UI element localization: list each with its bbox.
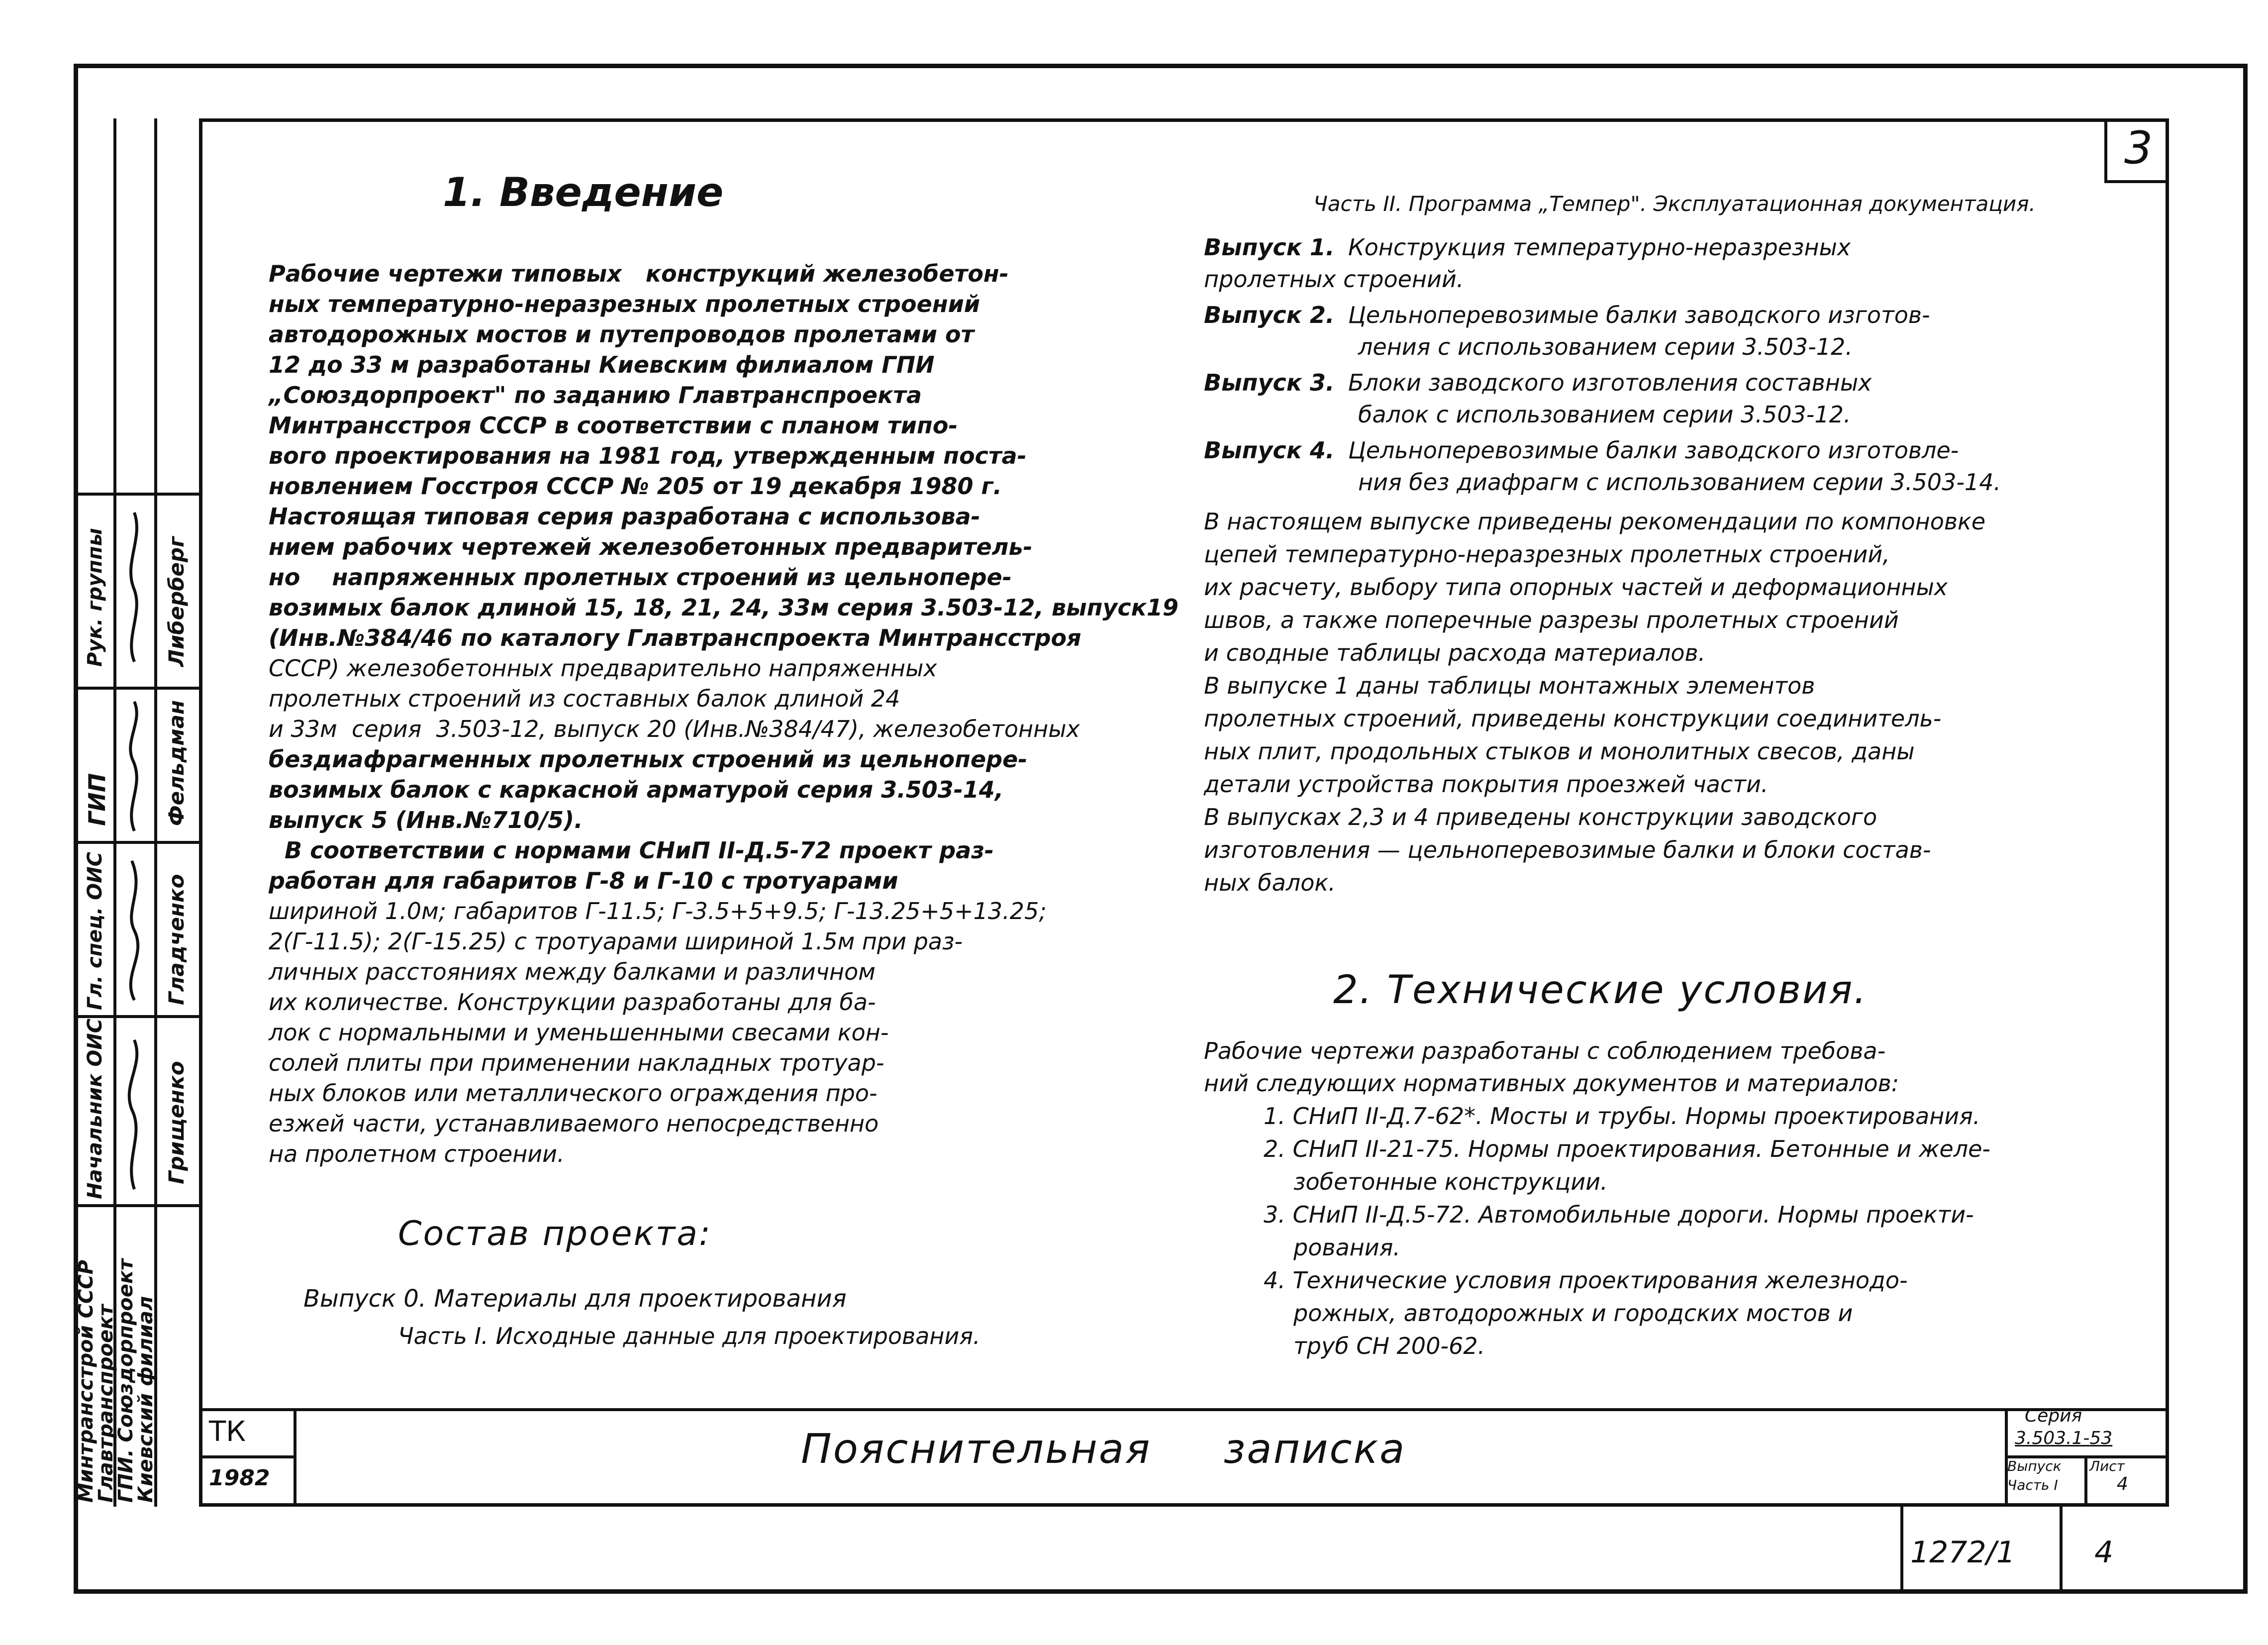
- intro-line: автодорожных мостов и путепроводов пролетами от: [269, 321, 975, 348]
- name-3: Фельдман: [164, 700, 189, 826]
- paragraph-line: ных плит, продольных стыков и монолитных свесов, даны: [1204, 738, 1915, 765]
- intro-line: возимых балок с каркасной арматурой серия 3.503-14,: [269, 776, 1004, 803]
- inv-divider-left: [1900, 1507, 1903, 1594]
- intro-line: „Союздорпроект" по заданию Главтранспроекта: [269, 382, 922, 409]
- paragraph-line: пролетных строений, приведены конструкции соединитель-: [1204, 705, 1942, 732]
- intro-line: пролетных строений из составных балок длиной 24: [269, 685, 900, 712]
- stamp-tk-divider: [199, 1455, 295, 1458]
- composition-heading: Состав проекта:: [398, 1214, 712, 1253]
- intro-line: но напряженных пролетных строений из цельнопере-: [269, 564, 1012, 591]
- stamp-tk: ТК: [209, 1416, 246, 1448]
- paragraph-line: изготовления — цельноперевозимые балки и блоки состав-: [1204, 836, 1931, 863]
- intro-line: выпуск 5 (Инв.№710/5).: [269, 807, 583, 833]
- intro-line: возимых балок длиной 15, 18, 21, 24, 33м серия 3.503-12, выпуск19: [269, 594, 1179, 621]
- intro-line: новлением Госстроя СССР № 205 от 19 декабря 1980 г.: [269, 473, 1002, 500]
- tech-items: [1264, 1100, 1990, 1362]
- side-row-line-5: [74, 493, 200, 496]
- tech-item-line: 4. Технические условия проектирования железнодо-: [1264, 1267, 1908, 1294]
- intro-line: ных температурно-неразрезных пролетных строений: [269, 291, 980, 317]
- signature-2: [119, 856, 149, 1005]
- paragraph-line: детали устройства покрытия проезжей части.: [1204, 771, 1769, 798]
- stamp-title: Пояснительная записка: [801, 1426, 1406, 1473]
- part-header: Часть II. Программа „Темпер". Эксплуатационная документация.: [1313, 192, 2036, 216]
- intro-line: работан для габаритов Г-8 и Г-10 с тротуарами: [269, 867, 898, 894]
- paragraph-line: швов, а также поперечные разрезы пролетных строений: [1204, 607, 1899, 633]
- tech-item-line: 1. СНиП II-Д.7-62*. Мосты и трубы. Нормы проектирования.: [1264, 1103, 1980, 1130]
- issue-label: Выпуск: [2007, 1458, 2062, 1474]
- intro-line: личных расстояниях между балками и различном: [269, 958, 876, 985]
- role-3: ГИП: [84, 773, 110, 826]
- issue-label: Выпуск 3.: [1204, 369, 1335, 396]
- paragraph-line: В настоящем выпуске приведены рекомендации по компоновке: [1204, 508, 1986, 535]
- intro-line: бездиафрагменных пролетных строений из цельнопере-: [269, 746, 1028, 773]
- part-label: Часть I: [2007, 1477, 2058, 1493]
- paragraph-line: ных балок.: [1204, 869, 1336, 896]
- issue-line-1: Блоки заводского изготовления составных: [1348, 369, 1872, 396]
- composition-line-1: Выпуск 0. Материалы для проектирования: [303, 1285, 847, 1313]
- tech-heading: 2. Технические условия.: [1333, 968, 1868, 1013]
- intro-line: шириной 1.0м; габаритов Г-11.5; Г-3.5+5+9.5; Г-13.25+5+13.25;: [269, 898, 1047, 925]
- issue-line-2: пролетных строений.: [1204, 266, 1464, 293]
- tech-item-line: труб СН 200-62.: [1293, 1333, 1485, 1359]
- intro-line: солей плиты при применении накладных тротуар-: [269, 1049, 885, 1076]
- tech-item-line: рожных, автодорожных и городских мостов и: [1293, 1300, 1853, 1327]
- intro-line: В соответствии с нормами СНиП II-Д.5-72 проект раз-: [269, 837, 994, 864]
- org-line-2: Главтранспроект: [95, 1304, 117, 1503]
- paragraph-line: В выпуске 1 даны таблицы монтажных элементов: [1204, 672, 1815, 699]
- series-value: 3.503.1-53: [2015, 1428, 2113, 1448]
- intro-line: Рабочие чертежи типовых конструкций железобетон-: [269, 260, 1009, 287]
- sheet-number: 3: [2124, 122, 2153, 174]
- paragraph-line: и сводные таблицы расхода материалов.: [1204, 639, 1706, 666]
- name-2: Гладченко: [164, 874, 189, 1005]
- role-4: Рук. группы: [84, 528, 106, 667]
- intro-line: езжей части, устанавливаемого непосредственно: [269, 1110, 879, 1137]
- stamp-year: 1982: [209, 1465, 270, 1491]
- series-label: Серия: [2025, 1406, 2082, 1426]
- inv-number: 1272/1: [1910, 1535, 2016, 1570]
- right-paragraph: [1204, 505, 1985, 899]
- org-line-4: Киевский филиал: [134, 1296, 157, 1503]
- tech-item-line: зобетонные конструкции.: [1293, 1168, 1608, 1195]
- issue-label: Выпуск 4.: [1204, 437, 1335, 464]
- org-line-1: Минтрансстрой СССР: [75, 1260, 98, 1503]
- side-row-line-2: [74, 1015, 200, 1018]
- name-1: Грищенко: [164, 1061, 189, 1184]
- signature-3: [119, 697, 149, 836]
- role-1: Начальник ОИС: [84, 1018, 106, 1199]
- intro-line: (Инв.№384/46 по каталогу Главтранспроекта Минтрансстроя: [269, 624, 1082, 651]
- issue-line-2: ния без диафрагм с использованием серии 3.503-14.: [1358, 469, 2001, 496]
- intro-line: Настоящая типовая серия разработана с использова-: [269, 503, 981, 530]
- paragraph-line: цепей температурно-неразрезных пролетных строений,: [1204, 541, 1890, 568]
- side-row-line-3: [74, 841, 200, 844]
- issue-label: Выпуск 2.: [1204, 302, 1335, 328]
- side-row-line-4: [74, 687, 200, 690]
- tech-intro-2: ний следующих нормативных документов и материалов:: [1204, 1070, 1899, 1097]
- page-number: 4: [2094, 1535, 2114, 1570]
- intro-line: нием рабочих чертежей железобетонных предваритель-: [269, 533, 1033, 560]
- tech-item-line: 2. СНиП II-21-75. Нормы проектирования. Бетонные и желе-: [1264, 1135, 1991, 1162]
- intro-line: лок с нормальными и уменьшенными свесами кон-: [269, 1019, 889, 1046]
- paragraph-line: их расчету, выбору типа опорных частей и деформационных: [1204, 574, 1948, 601]
- intro-line: 2(Г-11.5); 2(Г-15.25) с тротуарами шириной 1.5м при раз-: [269, 928, 963, 955]
- composition-line-2: Часть I. Исходные данные для проектирования.: [398, 1323, 981, 1349]
- intro-line: и 33м серия 3.503-12, выпуск 20 (Инв.№384/47), железобетонных: [269, 716, 1080, 742]
- inv-divider-right: [2060, 1507, 2063, 1594]
- issue-label: Выпуск 1.: [1204, 234, 1335, 261]
- stamp-sheet-divider: [2084, 1455, 2087, 1507]
- side-row-line-1: [74, 1204, 200, 1207]
- intro-line: 12 до 33 м разработаны Киевским филиалом ГПИ: [269, 351, 935, 378]
- intro-line: СССР) железобетонных предварительно напряженных: [269, 655, 937, 682]
- name-4: Либерберг: [164, 536, 189, 667]
- issue-line-1: Цельноперевозимые балки заводского изготов-: [1348, 302, 1930, 328]
- sheet-label: Лист: [2089, 1458, 2125, 1474]
- intro-body: [269, 259, 1179, 1169]
- tech-item-line: 3. СНиП II-Д.5-72. Автомобильные дороги. Нормы проекти-: [1264, 1201, 1974, 1228]
- tech-intro-1: Рабочие чертежи разработаны с соблюдением требова-: [1204, 1037, 1886, 1064]
- intro-line: вого проектирования на 1981 год, утвержденным поста-: [269, 442, 1027, 469]
- intro-line: ных блоков или металлического ограждения про-: [269, 1080, 878, 1107]
- intro-line: их количестве. Конструкции разработаны для ба-: [269, 989, 876, 1016]
- sheet-value: 4: [2117, 1474, 2128, 1494]
- org-line-3: ГПИ. Союздорпроект: [114, 1258, 137, 1503]
- intro-line: Минтрансстроя СССР в соответствии с планом типо-: [269, 412, 958, 439]
- tech-item-line: рования.: [1293, 1234, 1400, 1261]
- paragraph-line: В выпусках 2,3 и 4 приведены конструкции заводского: [1204, 804, 1877, 830]
- signature-1: [119, 1035, 149, 1194]
- stamp-top-line: [199, 1408, 2169, 1411]
- intro-heading: 1. Введение: [443, 169, 724, 215]
- issue-line-2: балок с использованием серии 3.503-12.: [1358, 401, 1851, 428]
- issue-line-2: ления с использованием серии 3.503-12.: [1358, 333, 1853, 360]
- signature-4: [119, 508, 149, 667]
- issue-line-1: Цельноперевозимые балки заводского изготовле-: [1348, 437, 1959, 464]
- intro-line: на пролетном строении.: [269, 1140, 565, 1167]
- role-2: Гл. спец. ОИС: [84, 852, 106, 1010]
- issue-line-1: Конструкция температурно-неразрезных: [1348, 234, 1851, 261]
